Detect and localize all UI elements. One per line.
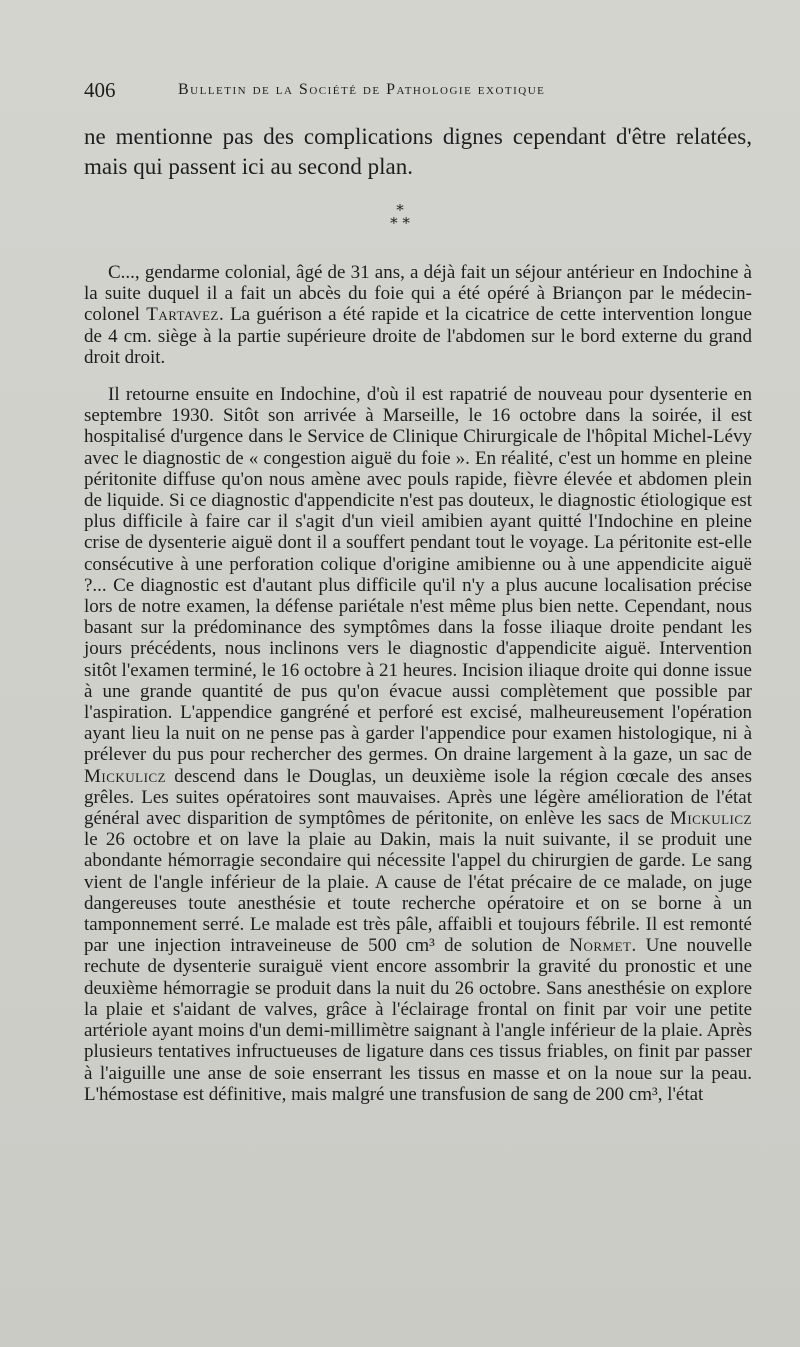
intro-paragraph: ne mentionne pas des complications dignes cependant d'être relatées, mais qui passent ici au second plan.	[84, 124, 752, 179]
p2-text-c: le 26 octobre et on lave la plaie au Dakin, mais la nuit suivante, il se produit une abondante hémorragie secondaire qui nécessite l'appel du chirurgien de garde. Le sang vient de l'angle inférieur de la plaie. A cause de l'état précaire de ce malade, on juge dangereuses toute anesthésie et toute recherche opératoire et on se borne à un tamponnement serré. Le malade est très pâle, affaibli et toujours fébrile. Il est remonté par une injection intraveineuse de 500 cm³ de solution de	[84, 829, 752, 957]
asterism-top: *	[396, 201, 404, 219]
running-title: Bulletin de la Société de Pathologie exotique	[178, 81, 546, 98]
p2-name-1: Mickulicz	[84, 765, 167, 787]
page-number: 406	[84, 78, 116, 102]
asterism-bottom: * *	[390, 214, 410, 232]
p2-text-a: Il retourne ensuite en Indochine, d'où il est rapatrié de nouveau pour dysenterie en septembre 1930. Sitôt son arrivée à Marseille, le 16 octobre dans la soirée, il est hospitalisé d'urgence dans le Service de Clinique Chirurgicale de l'hôpital Michel-Lévy avec le diagnostic de « congestion aiguë du foie ». En réalité, c'est un homme en pleine péritonite diffuse qu'on nous amène avec pouls rapide, fièvre élevée et abdomen plein de liquide. Si ce diagnostic d'appendicite n'est pas douteux, le diagnostic étiologique est plus difficile à faire car il s'agit d'un vieil amibien ayant quitté l'Indochine en pleine crise de dysenterie aiguë dont il a souffert pendant tout le voyage. La péritonite est-elle consécutive à une perforation colique d'origine amibienne ou à une appendicite aiguë ?... Ce diagnostic est d'autant plus difficile qu'il n'y a plus aucune localisation précise lors de notre examen, la défense pariétale n'est même plus bien nette. Cependant, nous basant sur la prédominance des symptômes dans la fosse iliaque droite pendant les jours précédents, nous inclinons vers le diagnostic d'appendicite aiguë. Intervention sitôt l'examen terminé, le 16 octobre à 21 heures. Incision iliaque droite qui donne issue à une grande quantité de pus qu'on évacue aussi complètement que possible par l'aspiration. L'appendice gangréné et perforé est excisé, malheureusement l'opération ayant lieu la nuit on ne pense pas à garder l'appendice pour examen histologique, ni à prélever du pus pour rechercher des germes. On draine largement à la gaze, un sac de	[84, 384, 752, 766]
p2-name-3: Normet	[569, 935, 632, 957]
p2-name-2: Mickulicz	[669, 808, 752, 830]
case-paragraph-1	[84, 262, 752, 368]
section-asterism	[380, 201, 420, 232]
p1-author-name: Tartavez	[146, 304, 220, 326]
page-header	[84, 78, 744, 108]
p1-text-b: . La guérison a été rapide et la cicatrice de cette intervention longue de 4 cm. siège à la partie supérieure droite de l'abdomen sur le bord externe du grand droit droit.	[84, 304, 752, 368]
p2-text-b: descend dans le Douglas, un deuxième isole la région cœcale des anses grêles. Les suites opératoires sont mauvaises. Après une légère amélioration de l'état général avec disparition de symptômes de péritonite, on enlève les sacs de	[84, 765, 752, 830]
p2-text-d: . Une nouvelle rechute de dysenterie suraiguë vient encore assombrir la gravité du pronostic et une deuxième hémorragie se produit dans la nuit du 26 octobre. Sans anesthésie on explore la plaie et s'aidant de valves, grâce à l'éclairage frontal on finit par voir une petite artériole ayant moins d'un demi-millimètre saignant à l'angle inférieur de la plaie. Après plusieurs tentatives infructueuses de ligature dans ces tissus friables, on finit par passer à l'aiguille une anse de soie enserrant les tissus en masse et on la noue sur la peau. L'hémostase est définitive, mais malgré une transfusion de sang de 200 cm³, l'état	[84, 935, 752, 1105]
p1-text-a: C..., gendarme colonial, âgé de 31 ans, a déjà fait un séjour antérieur en Indochine à la suite duquel il a fait un abcès du foie qui a été opéré à Briançon par le médecin-colonel	[84, 262, 752, 326]
case-paragraph-2	[84, 384, 752, 1105]
